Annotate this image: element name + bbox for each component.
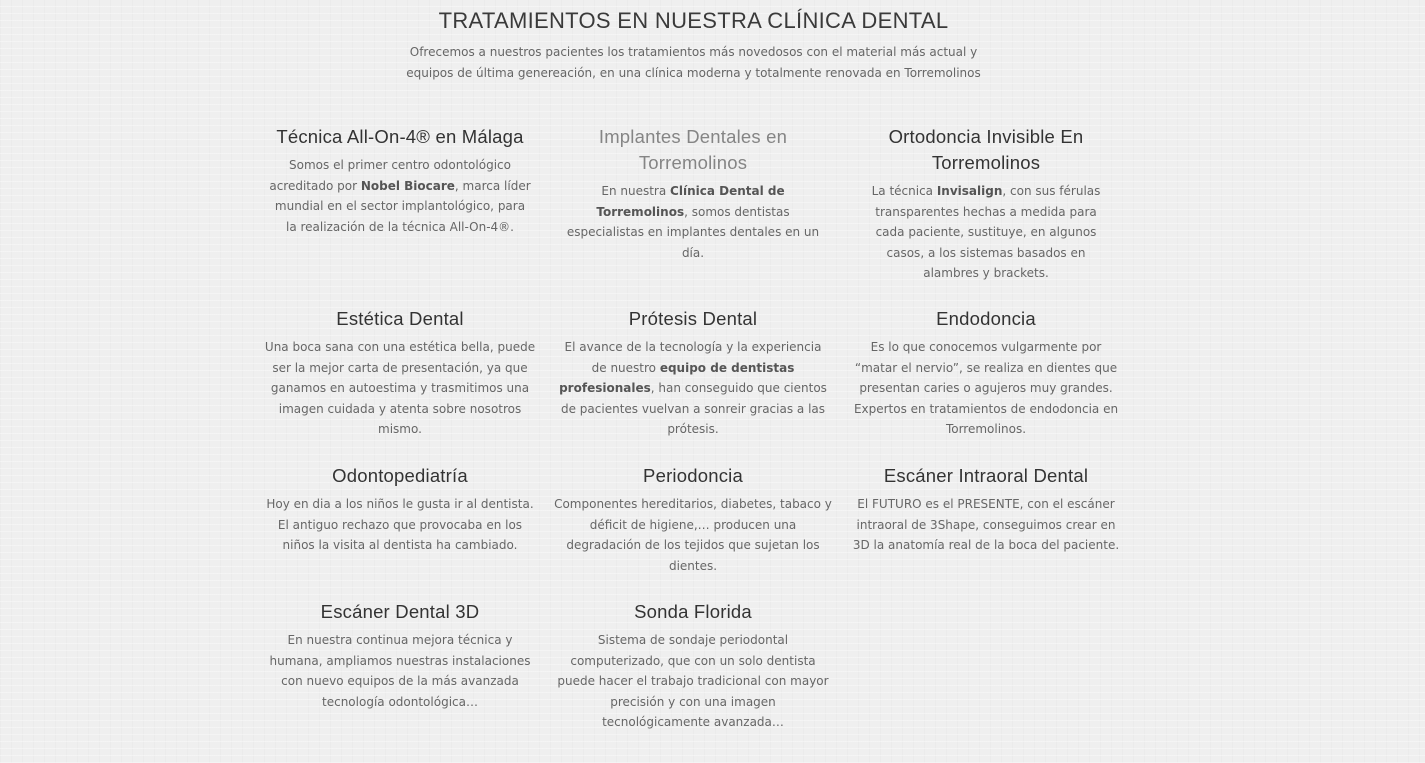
treatment-card-sonda-florida [547,599,839,733]
section-title: TRATAMIENTOS EN NUESTRA CLÍNICA DENTAL [438,8,949,33]
intro-line-2: equipos de última genereación, en una clínica moderna y totalmente renovada en Torremolinos [406,65,981,80]
treatment-title-odontopediatria[interactable]: Odontopediatría [332,465,468,486]
treatment-title-implantes[interactable]: Implantes Dentales en Torremolinos [598,126,788,173]
treatment-title-sonda-florida[interactable]: Sonda Florida [634,601,752,622]
treatment-text-periodoncia: Componentes hereditarios, diabetes, tabaco y déficit de higiene,… producen una degradación de los tejidos que sujetan los dientes. [554,497,832,573]
intro-line-1: Ofrecemos a nuestros pacientes los tratamientos más novedosos con el material más actual y [409,45,978,59]
treatment-title-escaner-3d[interactable]: Escáner Dental 3D [320,601,480,622]
treatment-text-ortodoncia: La técnica Invisalign, con sus férulas transparentes hechas a medida para cada paciente, sustituye, en algunos casos, a los sistemas basados en alambres y brackets. [871,184,1101,280]
treatment-text-estetica: Una boca sana con una estética bella, puede ser la mejor carta de presentación, ya que ganamos en autoestima y trasmitimos una imagen cuidada y atenta sobre nosotros mismo. [264,340,536,436]
treatment-title-estetica[interactable]: Estética Dental [336,308,464,329]
treatment-text-implantes: En nuestra Clínica Dental de Torremolinos, somos dentistas especialistas en implantes dentales en un día. [566,184,820,260]
treatment-card-periodoncia [547,463,839,576]
treatment-card-implantes [547,124,839,263]
treatment-title-protesis[interactable]: Prótesis Dental [628,308,758,329]
treatment-title-periodoncia[interactable]: Periodoncia [643,465,743,486]
treatment-card-all-on-4 [254,124,546,237]
treatment-title-escaner-intraoral[interactable]: Escáner Intraoral Dental [883,465,1089,486]
treatment-title-endodoncia[interactable]: Endodoncia [936,308,1036,329]
section-intro [0,42,1387,83]
treatment-text-odontopediatria: Hoy en dia a los niños le gusta ir al dentista. El antiguo rechazo que provocaba en los niños la visita al dentista ha cambiado. [266,497,534,552]
treatment-text-all-on-4: Somos el primer centro odontológico acreditado por Nobel Biocare, marca líder mundial en el sector implantológico, para la realización de la técnica All-On-4®. [269,158,531,234]
treatment-card-protesis [547,306,839,440]
treatment-title-ortodoncia[interactable]: Ortodoncia Invisible En Torremolinos [888,126,1084,173]
treatment-title-all-on-4[interactable]: Técnica All-On-4® en Málaga [276,126,524,147]
treatment-text-endodoncia: Es lo que conocemos vulgarmente por “matar el nervio”, se realiza en dientes que presentan caries o agujeros muy grandes. Expertos en tratamientos de endodoncia en Torremolinos. [853,340,1119,436]
treatment-card-escaner-3d [254,599,546,712]
treatment-card-estetica [254,306,546,440]
treatment-card-ortodoncia [840,124,1132,284]
treatment-text-sonda-florida: Sistema de sondaje periodontal computerizado, que con un solo dentista puede hacer el trabajo tradicional con mayor precisión y con una imagen tecnológicamente avanzada… [557,633,829,729]
treatment-text-protesis: El avance de la tecnología y la experiencia de nuestro equipo de dentistas profesionales, han conseguido que cientos de pacientes vuelvan a sonreir gracias a las prótesis. [559,340,827,436]
treatment-text-escaner-3d: En nuestra continua mejora técnica y humana, ampliamos nuestras instalaciones con nuevo equipos de la más avanzada tecnología odontológica… [269,633,531,709]
treatment-text-escaner-intraoral: El FUTURO es el PRESENTE, con el escáner intraoral de 3Shape, conseguimos crear en 3D la anatomía real de la boca del paciente. [852,497,1120,552]
treatment-card-escaner-intraoral [840,463,1132,556]
treatment-card-endodoncia [840,306,1132,440]
treatment-card-odontopediatria [254,463,546,556]
